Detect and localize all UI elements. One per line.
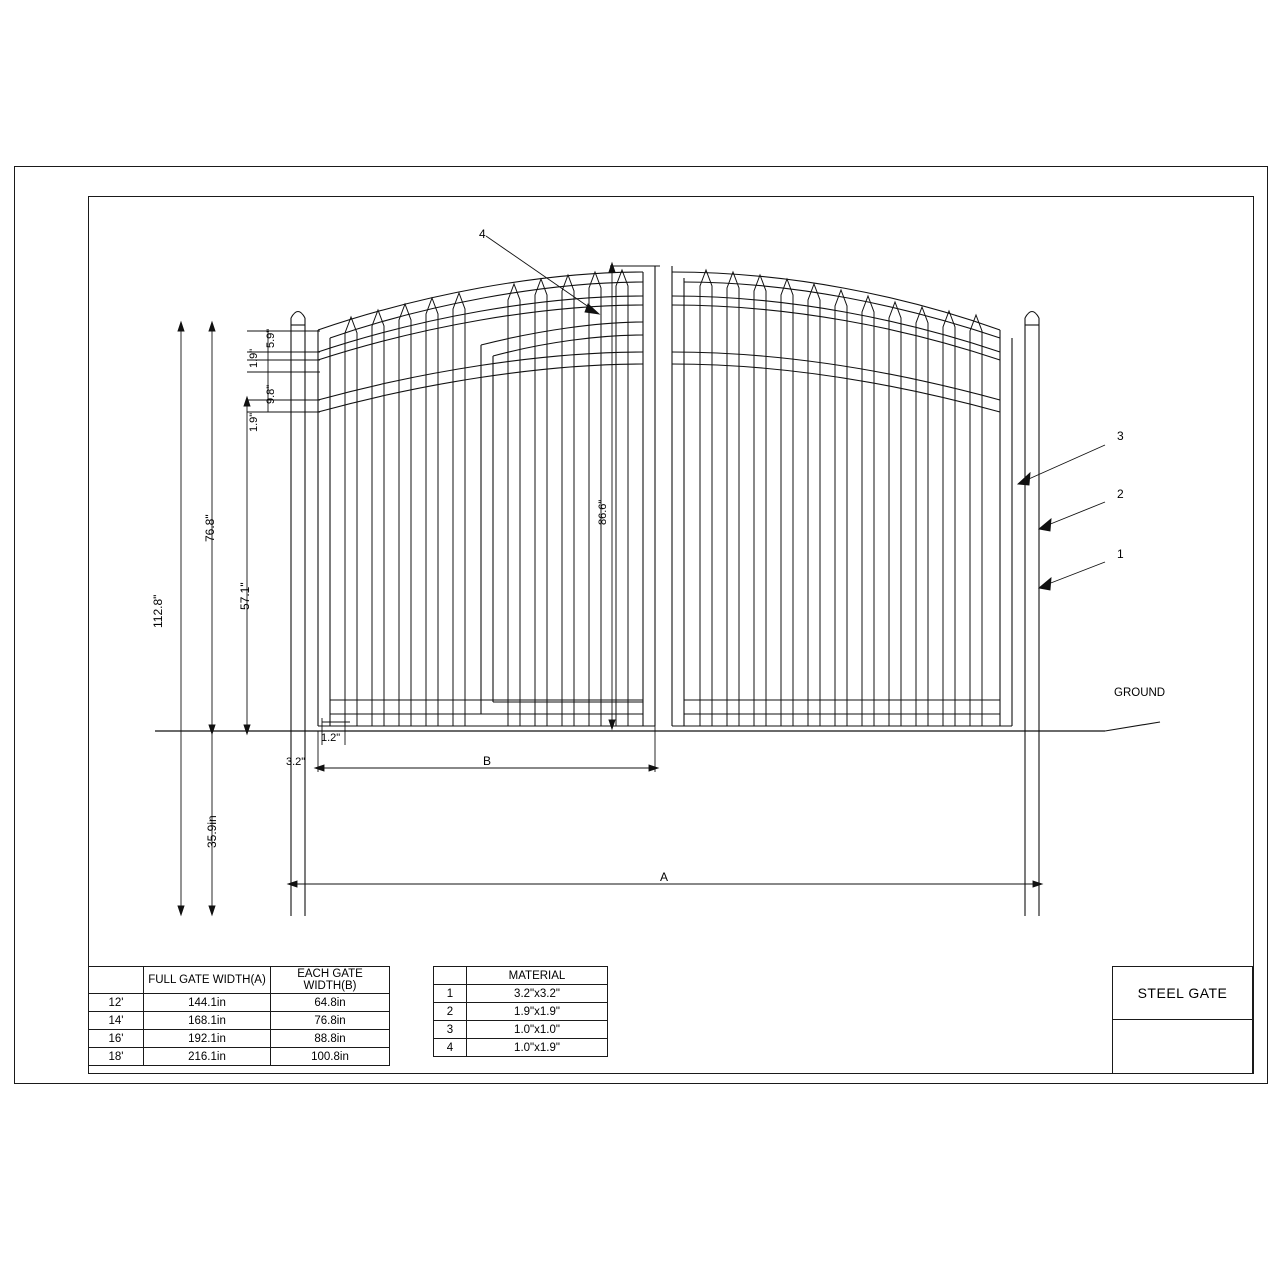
dim-arch-band-2: 5.9" bbox=[265, 328, 277, 348]
dim-post-width: 3.2" bbox=[286, 756, 306, 768]
material-index: 4 bbox=[434, 1039, 467, 1057]
table-row bbox=[434, 1021, 608, 1039]
callout-4: 4 bbox=[479, 227, 486, 241]
size-cell: 216.1in bbox=[144, 1048, 271, 1066]
table-row bbox=[89, 1030, 390, 1048]
dim-arch-band-3: 9.8" bbox=[265, 384, 277, 404]
size-cell: 76.8in bbox=[271, 1012, 390, 1030]
size-cell: 88.8in bbox=[271, 1030, 390, 1048]
size-cell: 12' bbox=[89, 994, 144, 1012]
dim-gate-panel-height: 57.1" bbox=[238, 582, 252, 610]
size-col-2-header: EACH GATE WIDTH(B) bbox=[271, 967, 390, 994]
dim-full-gate-width-tag: A bbox=[660, 870, 669, 884]
material-size: 3.2"x3.2" bbox=[467, 985, 608, 1003]
size-cell: 168.1in bbox=[144, 1012, 271, 1030]
dim-ground-clearance: 1.2" bbox=[321, 732, 341, 744]
size-table bbox=[88, 966, 390, 1066]
table-row bbox=[434, 1039, 608, 1057]
material-index-header bbox=[434, 967, 467, 985]
table-header-row bbox=[89, 967, 390, 994]
title-block bbox=[1112, 966, 1253, 1074]
material-size: 1.0"x1.0" bbox=[467, 1021, 608, 1039]
callout-2: 2 bbox=[1117, 487, 1124, 501]
material-table bbox=[433, 966, 608, 1057]
table-row bbox=[434, 1003, 608, 1021]
size-cell: 16' bbox=[89, 1030, 144, 1048]
size-col-1-header: FULL GATE WIDTH(A) bbox=[144, 967, 271, 994]
material-index: 1 bbox=[434, 985, 467, 1003]
dim-arch-band-1: 1.9" bbox=[248, 348, 260, 368]
size-cell: 64.8in bbox=[271, 994, 390, 1012]
size-cell: 192.1in bbox=[144, 1030, 271, 1048]
ground-label: GROUND bbox=[1114, 687, 1166, 699]
table-row bbox=[89, 994, 390, 1012]
material-index: 2 bbox=[434, 1003, 467, 1021]
table-row bbox=[89, 1012, 390, 1030]
dim-overall-height: 112.8" bbox=[151, 594, 165, 628]
size-cell: 100.8in bbox=[271, 1048, 390, 1066]
material-size: 1.0"x1.9" bbox=[467, 1039, 608, 1057]
dim-arch-band-4: 1.9" bbox=[248, 412, 260, 432]
material-header: MATERIAL bbox=[467, 967, 608, 985]
size-cell: 144.1in bbox=[144, 994, 271, 1012]
table-row bbox=[89, 1048, 390, 1066]
table-row bbox=[434, 985, 608, 1003]
dim-below-ground: 35.9in bbox=[205, 815, 219, 848]
size-col-0-header bbox=[89, 967, 144, 994]
dim-gate-leaf-height: 86.6" bbox=[597, 499, 609, 525]
callout-3: 3 bbox=[1117, 429, 1124, 443]
dim-post-above-ground: 76.8" bbox=[203, 514, 217, 542]
size-cell: 14' bbox=[89, 1012, 144, 1030]
callout-1: 1 bbox=[1117, 547, 1124, 561]
dim-each-gate-width-tag: B bbox=[483, 754, 492, 768]
material-size: 1.9"x1.9" bbox=[467, 1003, 608, 1021]
table-header-row bbox=[434, 967, 608, 985]
size-cell: 18' bbox=[89, 1048, 144, 1066]
material-index: 3 bbox=[434, 1021, 467, 1039]
drawing-title: STEEL GATE bbox=[1113, 967, 1252, 1020]
